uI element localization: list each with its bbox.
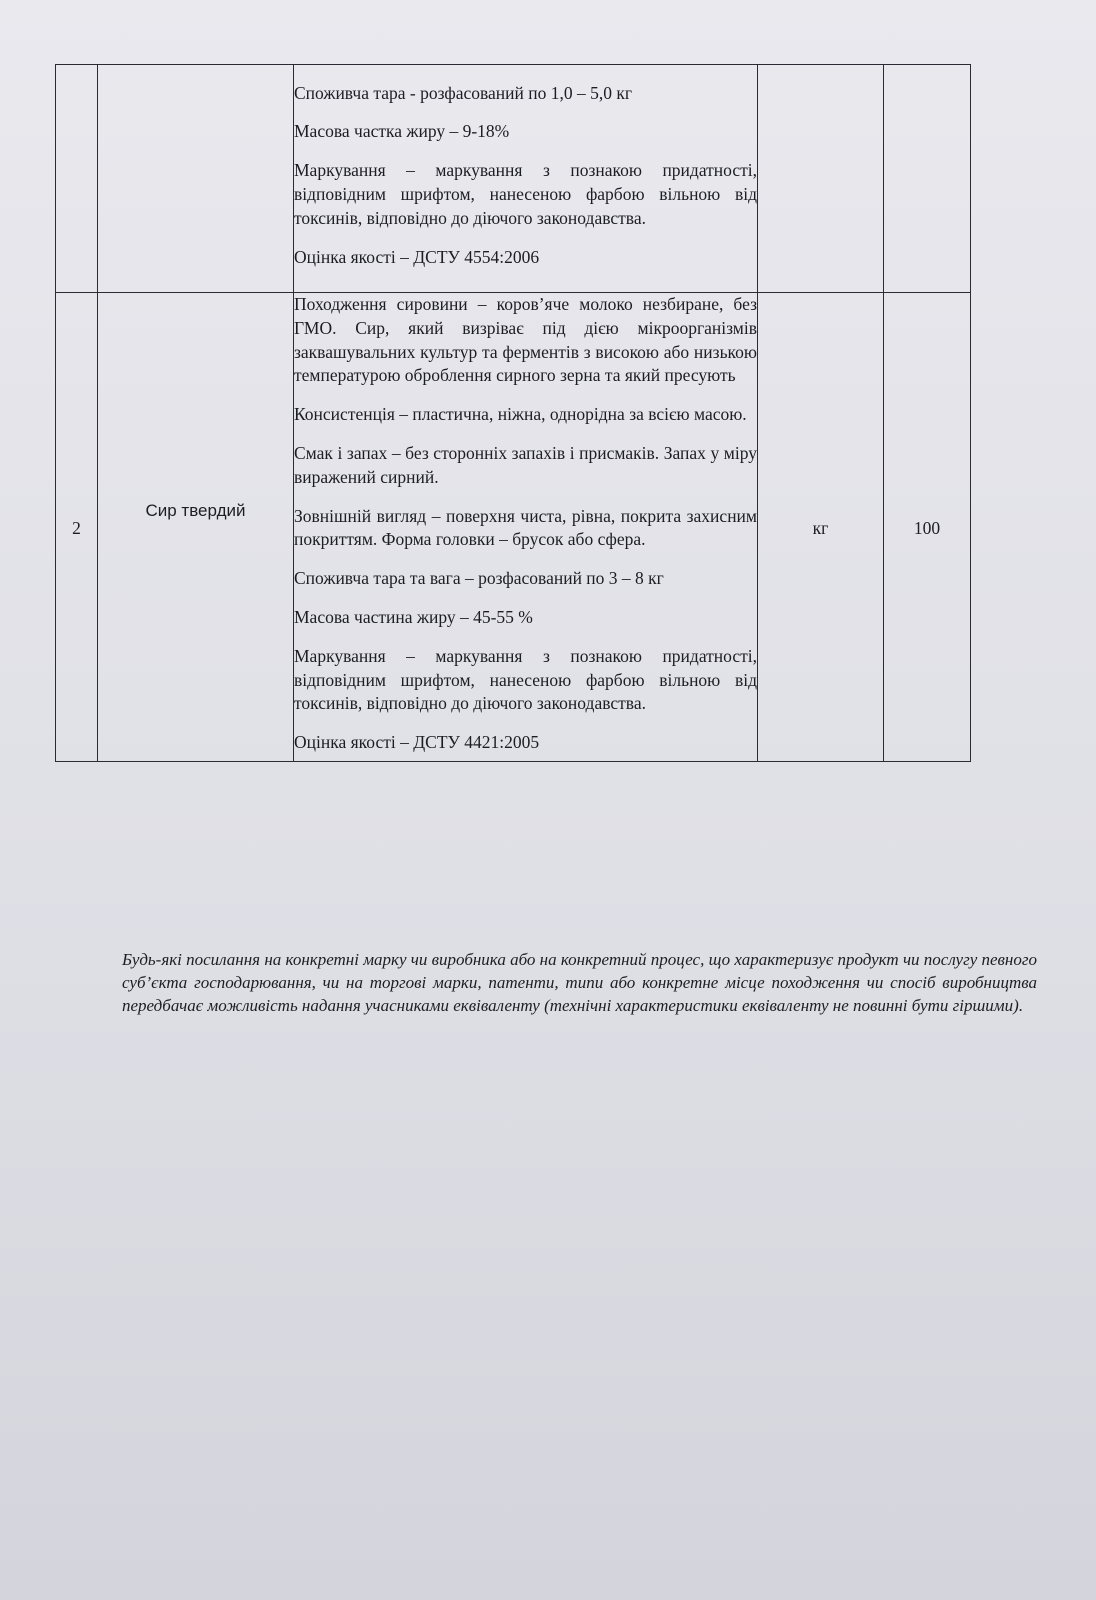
product-name: Сир твердий — [145, 501, 246, 521]
quantity: 100 — [913, 518, 941, 539]
description-paragraph: Маркування – маркування з познакою придатності, відповідним шрифтом, нанесеною фарбою вільною від токсинів, відповідно до діючого законодавства. — [294, 160, 757, 228]
row-number-cell — [56, 65, 98, 293]
table-row — [56, 65, 971, 293]
description-paragraph: Оцінка якості – ДСТУ 4554:2006 — [294, 246, 540, 267]
description-paragraph: Масова частина жиру – 45-55 % — [294, 606, 533, 627]
description-paragraph: Зовнішній вигляд – поверхня чиста, рівна, покрита захисним покриттям. Форма головки – брусок або сфера. — [294, 505, 757, 550]
description-paragraph: Смак і запах – без сторонніх запахів і присмаків. Запах у міру виражений сирний. — [294, 442, 757, 487]
description-paragraph: Масова частка жиру – 9-18% — [294, 121, 510, 142]
row-number-cell — [56, 293, 98, 762]
quantity-cell — [884, 293, 971, 762]
unit-cell — [758, 293, 884, 762]
row-number: 2 — [72, 518, 81, 539]
unit-cell — [758, 65, 884, 293]
specification-table — [55, 64, 971, 762]
quantity-cell — [884, 65, 971, 293]
description-paragraph: Консистенція – пластична, ніжна, однорідна за всією масою. — [294, 404, 747, 425]
description-paragraph: Оцінка якості – ДСТУ 4421:2005 — [294, 732, 540, 753]
product-name-cell — [98, 293, 294, 762]
equivalent-footnote: Будь-які посилання на конкретні марку чи виробника або на конкретний процес, що характеризує продукт чи послугу певного суб’єкта господарювання, чи на торгові марки, патенти, типи або конкретне місце походження чи спосіб виробництва передбачає можливість надання учасниками еквіваленту (технічні характеристики еквіваленту не повинні бути гіршими). — [122, 950, 1037, 1016]
product-name-cell — [98, 65, 294, 293]
table-row — [56, 293, 971, 762]
description-paragraph: Споживча тара - розфасований по 1,0 – 5,0 кг — [294, 82, 633, 103]
description-paragraph: Маркування – маркування з познакою придатності, відповідним шрифтом, нанесеною фарбою вільною від токсинів, відповідно до діючого законодавства. — [294, 645, 757, 714]
product-description-cell — [294, 293, 758, 762]
product-description-cell — [294, 65, 758, 293]
description-paragraph: Походження сировини – коров’яче молоко незбиране, без ГМО. Сир, який визріває під дією мікроорганізмів заквашувальних культур та ферментів з високою або низькою температурою оброблення сирного зерна та який пресують — [294, 294, 757, 386]
unit: кг — [812, 518, 829, 539]
description-paragraph: Споживча тара та вага – розфасований по 3 – 8 кг — [294, 568, 664, 589]
